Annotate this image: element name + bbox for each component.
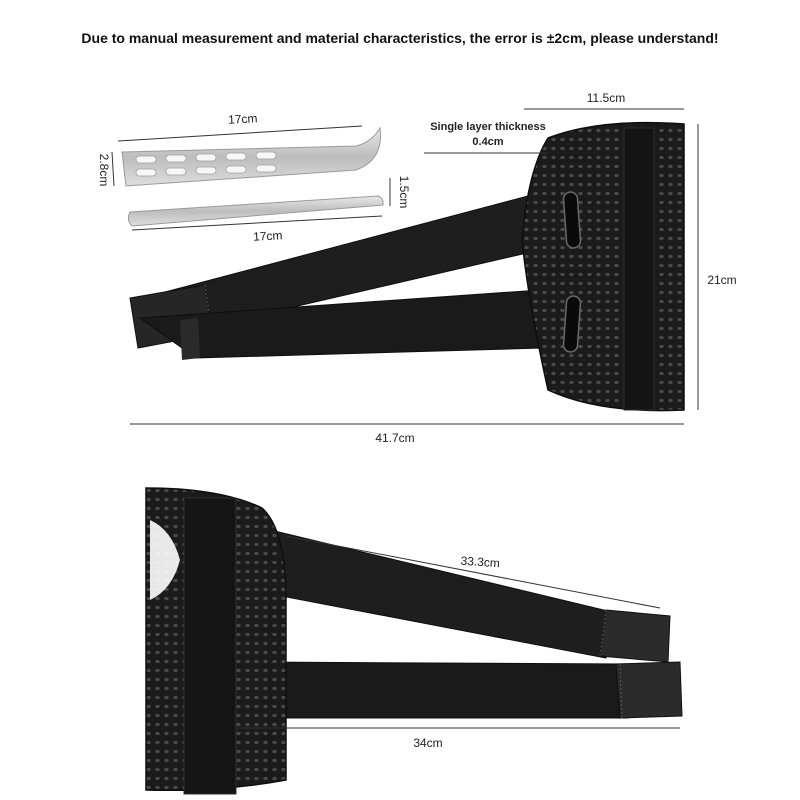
layer-thickness-value: 0.4cm [472,136,504,148]
layer-thickness-label: Single layer thickness [430,121,546,133]
upper-strap-label: 33.3cm [460,553,501,571]
metal-splint-strip [128,196,383,226]
strip-length-label: 17cm [252,228,283,244]
plate-width-label: 2.8cm [97,153,111,187]
notice-text: Due to manual measurement and material characteristics, the error is ±2cm, please understand! [81,30,719,46]
plate-length-line [118,126,362,141]
plate-length-label: 17cm [227,111,258,127]
metal-splint-plate [122,128,381,186]
pad-width-label: 11.5cm [586,91,626,105]
total-length-label: 41.7cm [375,431,415,445]
plate-width-line [112,152,114,186]
height-label: 21cm [707,273,737,287]
strip-thickness-label: 1.5cm [397,175,411,209]
lower-strap-label: 34cm [413,736,443,750]
